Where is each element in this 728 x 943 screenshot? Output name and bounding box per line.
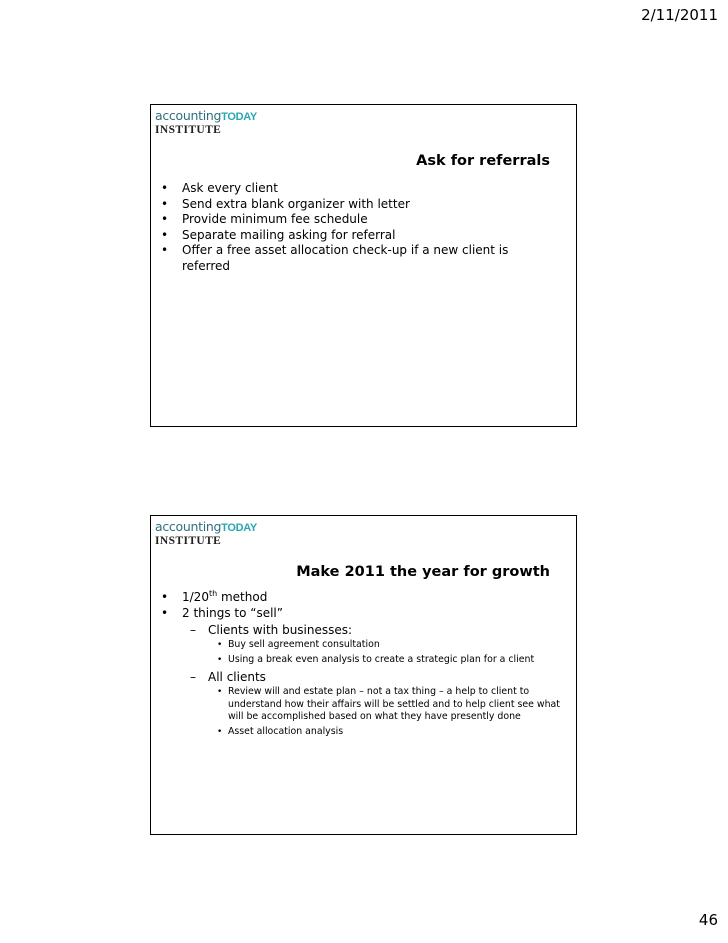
sub-list-item	[182, 669, 570, 738]
page-number: 46	[698, 911, 718, 929]
slide-make-2011-growth	[150, 515, 577, 835]
logo-today-text: TODAY	[221, 111, 257, 123]
bullet-list	[160, 181, 540, 274]
logo-institute-text: INSTITUTE	[155, 535, 222, 547]
slide-ask-for-referrals	[150, 104, 577, 427]
nested-list-item: • Asset allocation analysis	[208, 726, 570, 738]
list-item: • Ask every client	[160, 181, 540, 197]
list-item: • Separate mailing asking for referral	[160, 228, 540, 244]
list-item	[160, 606, 570, 739]
method-superscript: th	[208, 589, 218, 598]
list-item: • Offer a free asset allocation check-up if a new client is referred	[160, 243, 540, 274]
list-item-text: 2 things to “sell”	[182, 605, 283, 620]
list-item: • Provide minimum fee schedule	[160, 212, 540, 228]
slide-title: Ask for referrals	[416, 153, 550, 169]
list-item: • Send extra blank organizer with letter	[160, 197, 540, 213]
method-suffix: method	[217, 590, 268, 604]
logo-today-text: TODAY	[221, 522, 257, 534]
nested-list-item: • Review will and estate plan – not a tax thing – a help to client to understand how their affairs will be settled and to help client see what will be accomplished based on what they have presently done	[208, 686, 570, 723]
sub-list-item	[182, 622, 570, 666]
slide-title: Make 2011 the year for growth	[296, 564, 550, 580]
logo-accounting-text: accounting	[155, 519, 222, 534]
logo-accounting-text: accounting	[155, 108, 222, 123]
method-prefix: 1/20	[182, 590, 209, 604]
nested-list	[208, 639, 570, 666]
page-date: 2/11/2011	[641, 6, 718, 24]
sub-list-label: All clients	[208, 670, 266, 685]
accounting-today-institute-logo	[155, 520, 275, 546]
sub-list	[182, 622, 570, 738]
nested-list-item: • Buy sell agreement consultation	[208, 639, 570, 651]
nested-list-item: • Using a break even analysis to create a strategic plan for a client	[208, 654, 570, 666]
accounting-today-institute-logo	[155, 109, 275, 135]
list-item	[160, 590, 570, 606]
logo-institute-text: INSTITUTE	[155, 124, 222, 136]
sub-list-label: Clients with businesses:	[208, 623, 353, 637]
bullet-list	[160, 590, 570, 741]
nested-list	[208, 686, 570, 738]
